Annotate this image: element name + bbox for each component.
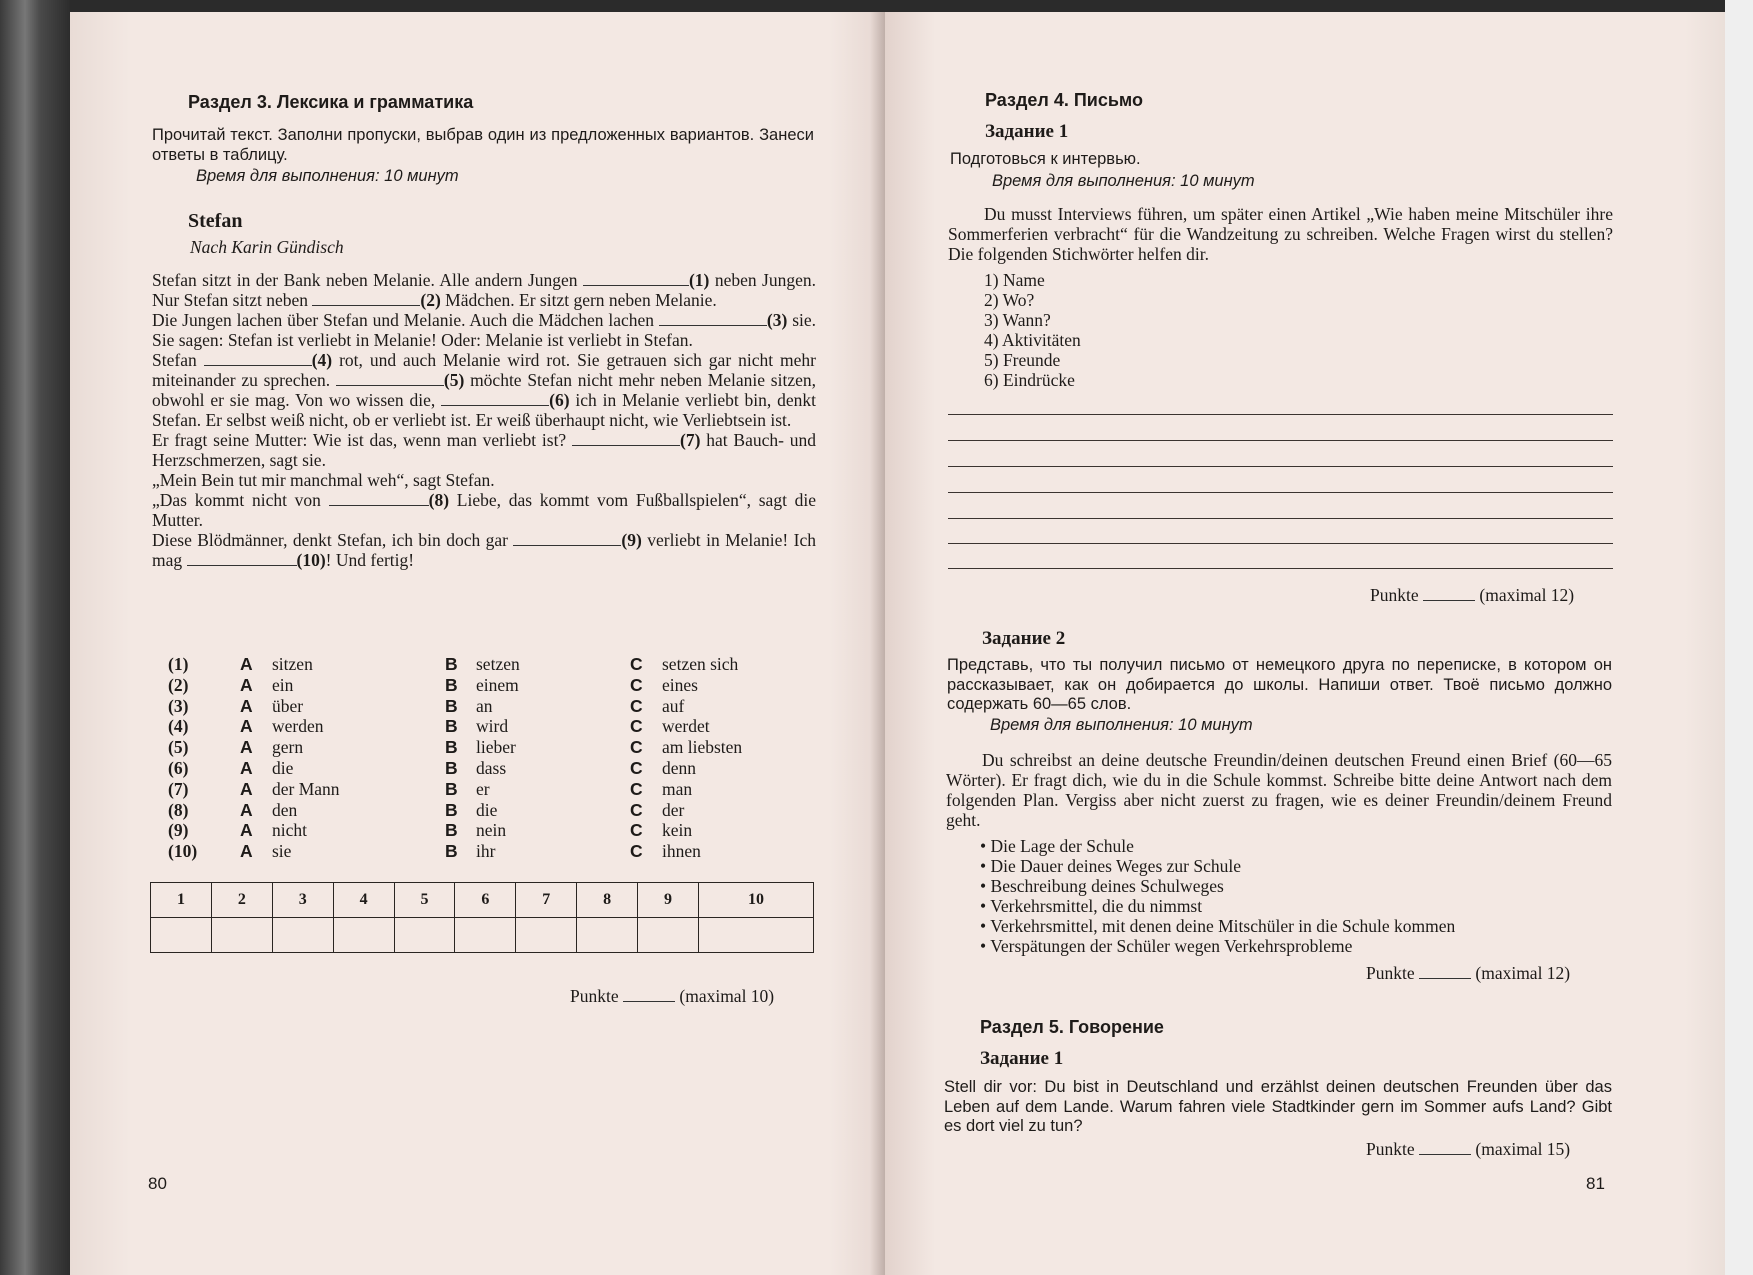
score-blank[interactable] (1419, 964, 1471, 979)
option-row (150, 696, 790, 717)
option-c: der (662, 799, 685, 820)
story-p7-c: ! Und fertig! (325, 550, 415, 570)
writing-line[interactable] (948, 414, 1613, 415)
option-letter: A (240, 654, 253, 674)
answer-table-header: 2 (211, 883, 272, 918)
plan-item: • Die Dauer deines Weges zur Schule (980, 856, 1241, 876)
option-letter: C (630, 716, 643, 737)
option-b: setzen (476, 654, 520, 674)
punkte-label: Punkte (1366, 1139, 1415, 1159)
page-number-left: 80 (148, 1174, 167, 1193)
option-a: über (272, 695, 304, 716)
option-c: eines (662, 674, 698, 695)
option-c: denn (662, 758, 697, 778)
section-3-time: Время для выполнения: 10 минут (196, 167, 459, 185)
punkte-label: Punkte (1366, 963, 1415, 983)
option-b: dass (476, 758, 507, 778)
gap-10-number: (10) (296, 550, 326, 570)
option-letter: A (240, 820, 253, 841)
option-number: (10) (168, 841, 198, 862)
section-3-score (570, 986, 774, 1006)
story-p4-b: hat Bauch- und Herzschmerzen, sagt sie. (152, 430, 817, 470)
task-3-title: Задание 1 (980, 1048, 1064, 1069)
keyword-item: 1) Name (984, 270, 1045, 290)
option-number: (3) (168, 695, 189, 716)
option-letter: B (445, 778, 458, 799)
gap-8 (329, 491, 429, 506)
section-4-title: Раздел 4. Письмо (985, 90, 1143, 110)
keyword-item: 4) Aktivitäten (984, 330, 1081, 350)
plan-item: • Beschreibung deines Schulweges (980, 876, 1224, 896)
option-letter: B (445, 654, 458, 674)
gap-1-number: (1) (688, 270, 710, 290)
option-letter: C (630, 674, 643, 695)
option-letter: B (445, 841, 458, 862)
gap-8-number: (8) (428, 490, 450, 510)
score-blank[interactable] (1419, 1140, 1471, 1155)
option-a: nicht (272, 820, 307, 841)
answer-table-header: 3 (272, 883, 333, 918)
keyword-item: 3) Wann? (984, 310, 1051, 330)
story-p7-a: Diese Blödmänner, denkt Stefan, ich bin doch gar (152, 530, 508, 550)
answer-cell[interactable] (211, 918, 272, 953)
story-p1-b: neben Jungen. Nur Stefan sitzt neben (152, 270, 817, 310)
task-2-plan (980, 836, 1455, 956)
option-a: gern (272, 737, 304, 758)
option-letter: C (630, 654, 643, 674)
option-c: man (662, 778, 693, 799)
option-number: (7) (168, 778, 189, 799)
option-a: ein (272, 674, 294, 695)
story-p1-a: Stefan sitzt in der Bank neben Melanie. Alle andern Jungen (152, 270, 578, 290)
punkte-max: (maximal 12) (1475, 963, 1571, 983)
option-number: (9) (168, 820, 189, 841)
option-letter: C (630, 778, 643, 799)
task-1-title: Задание 1 (985, 121, 1069, 142)
option-row (150, 737, 790, 758)
option-number: (5) (168, 737, 189, 758)
task-2-time: Время для выполнения: 10 минут (990, 716, 1253, 734)
task-1-keywords (984, 270, 1081, 390)
punkte-max: (maximal 10) (679, 986, 775, 1006)
task-3-score (1366, 1139, 1570, 1159)
option-a: den (272, 799, 298, 820)
option-letter: B (445, 674, 458, 695)
gap-3 (659, 311, 767, 326)
punkte-max: (maximal 15) (1475, 1139, 1571, 1159)
punkte-label: Punkte (1370, 585, 1419, 605)
gap-2-number: (2) (420, 290, 441, 310)
option-letter: C (630, 695, 643, 716)
writing-line[interactable] (948, 440, 1613, 441)
answer-table-header: 10 (698, 883, 813, 918)
section-3-title: Раздел 3. Лексика и грамматика (188, 92, 474, 112)
gap-3-number: (3) (766, 310, 788, 330)
answer-cell[interactable] (151, 918, 212, 953)
task-1-instruction: Подготовься к интервью. (950, 150, 1141, 168)
option-letter: A (240, 737, 253, 758)
score-blank[interactable] (1423, 586, 1475, 601)
story-p4-a: Er fragt seine Mutter: Wie ist das, wenn man verliebt ist? (152, 430, 567, 450)
story-p1-c: Mädchen. Er sitzt gern neben Melanie. (445, 290, 717, 310)
task-2-text: Du schreibst an deine deutsche Freundin/deinen deutschen Freund einen Brief (60—65 Wörter). Er fragt dich, wie du in die Schule kommst. Schreibe bitte deine Antwort nach dem folgenden Plan. Vergiss aber nicht zuerst zu fragen, wie es deiner Freundin/deinem Freund geht. (946, 750, 1612, 830)
scan-edge (1725, 0, 1753, 1275)
punkte-label: Punkte (570, 986, 619, 1006)
story-p3-d: ich in Melanie verliebt bin, denkt Stefan. Er selbst weiß nicht, ob er verliebt ist. Er weiß überhaupt nicht, wie Verliebtsein ist. (152, 390, 816, 430)
task-2-title: Задание 2 (982, 628, 1066, 649)
writing-line[interactable] (948, 568, 1613, 569)
answer-cell[interactable] (516, 918, 577, 953)
task-3-text: Stell dir vor: Du bist in Deutschland und erzählst deinen deutschen Freunden über das Leben auf dem Lande. Warum fahren viele Stadtkinder gern im Sommer aufs Land? Gibt es dort viel zu tun? (944, 1078, 1612, 1135)
task-1-time: Время для выполнения: 10 минут (992, 172, 1255, 190)
gap-5 (336, 371, 444, 386)
section-3-instruction: Прочитай текст. Заполни пропуски, выбрав один из предложенных вариантов. Занеси ответы в таблицу. (152, 126, 814, 164)
option-c: werdet (662, 716, 710, 737)
plan-item: • Die Lage der Schule (980, 836, 1134, 856)
story-p3-a: Stefan (152, 350, 197, 370)
keyword-item: 6) Eindrücke (984, 370, 1075, 390)
option-letter: A (240, 758, 253, 778)
answer-table-header: 1 (151, 883, 212, 918)
option-letter: B (445, 758, 458, 778)
option-letter: C (630, 758, 643, 778)
plan-item: • Verspätungen der Schüler wegen Verkehrsprobleme (980, 936, 1353, 956)
answer-table-header: 6 (455, 883, 516, 918)
option-c: auf (662, 695, 685, 716)
option-letter: B (445, 695, 458, 716)
option-letter: A (240, 778, 253, 799)
option-number: (6) (168, 758, 189, 778)
gap-9-number: (9) (621, 530, 642, 550)
option-b: wird (476, 716, 509, 737)
option-c: kein (662, 820, 693, 841)
option-row (150, 716, 790, 737)
option-number: (2) (168, 674, 189, 695)
task-1-score (1370, 585, 1574, 605)
option-c: am liebsten (662, 737, 743, 758)
option-letter: A (240, 841, 253, 862)
answer-cell[interactable] (272, 918, 333, 953)
story-p7-b: verliebt in Melanie! Ich mag (152, 530, 817, 570)
option-letter: A (240, 716, 253, 737)
option-number: (4) (168, 716, 189, 737)
option-row (150, 654, 790, 675)
answer-table (150, 882, 814, 953)
answer-cell[interactable] (698, 918, 813, 953)
option-letter: B (445, 799, 458, 820)
option-row (150, 800, 790, 821)
gap-4-number: (4) (311, 350, 333, 370)
option-letter: C (630, 820, 643, 841)
writing-line[interactable] (948, 466, 1613, 467)
gap-5-number: (5) (443, 370, 465, 390)
gap-1 (583, 271, 689, 286)
option-b: einem (476, 674, 519, 695)
task-2-instruction: Представь, что ты получил письмо от немецкого друга по переписке, в котором он рассказывает, как он добирается до школы. Напиши ответ. Твоё письмо должно содержать 60—65 слов. (947, 656, 1612, 713)
answer-cell[interactable] (333, 918, 394, 953)
option-row (150, 758, 790, 779)
story-p2-a: Die Jungen lachen über Stefan und Melanie. Auch die Mädchen lachen (152, 310, 655, 330)
gap-10 (187, 551, 297, 566)
answer-table-header: 5 (394, 883, 455, 918)
option-letter: B (445, 737, 458, 758)
option-letter: B (445, 820, 458, 841)
keyword-item: 5) Freunde (984, 350, 1061, 370)
gap-4 (204, 351, 312, 366)
keyword-item: 2) Wo? (984, 290, 1035, 310)
option-c: ihnen (662, 841, 701, 862)
option-letter: A (240, 674, 253, 695)
option-row (150, 675, 790, 696)
gap-6-number: (6) (549, 390, 570, 410)
option-letter: A (240, 799, 253, 820)
option-number: (8) (168, 799, 189, 820)
option-row (150, 841, 790, 862)
punkte-max: (maximal 12) (1479, 585, 1575, 605)
option-letter: B (445, 716, 458, 737)
story-p6-a: „Das kommt nicht von (152, 490, 321, 510)
gap-9 (513, 531, 621, 546)
option-b: nein (476, 820, 507, 841)
option-row (150, 779, 790, 800)
writing-line[interactable] (948, 492, 1613, 493)
score-blank[interactable] (623, 987, 675, 1002)
story-p3-b: rot, und auch Melanie wird rot. Sie getrauen sich gar nicht mehr miteinander zu sprechen. (152, 350, 817, 390)
option-row (150, 820, 790, 841)
option-b: an (476, 695, 493, 716)
gap-6 (441, 391, 549, 406)
writing-line[interactable] (948, 543, 1613, 544)
option-letter: C (630, 737, 643, 758)
answer-cell[interactable] (394, 918, 455, 953)
option-b: ihr (476, 841, 496, 862)
story-p5: „Mein Bein tut mir manchmal weh“, sagt Stefan. (152, 470, 495, 490)
writing-line[interactable] (948, 518, 1613, 519)
book-binding (0, 0, 70, 1275)
answer-cell[interactable] (638, 918, 699, 953)
answer-table-header: 9 (638, 883, 699, 918)
story-title: Stefan (188, 210, 243, 232)
task-2-score (1366, 963, 1570, 983)
answer-cell[interactable] (455, 918, 516, 953)
left-page (70, 12, 885, 1275)
story-p6-b: Liebe, das kommt vom Fußballspielen“, sagt die Mutter. (152, 490, 817, 530)
option-a: sie (272, 841, 292, 862)
section-5-title: Раздел 5. Говорение (980, 1017, 1164, 1037)
answer-table-header: 8 (577, 883, 638, 918)
answer-cell[interactable] (577, 918, 638, 953)
option-b: er (476, 778, 490, 799)
gap-7 (572, 431, 680, 446)
option-a: sitzen (272, 654, 313, 674)
option-c: setzen sich (662, 654, 739, 674)
page-number-right: 81 (1586, 1174, 1605, 1193)
option-a: der Mann (272, 778, 340, 799)
story-p2-b: sie. Sie sagen: Stefan ist verliebt in Melanie! Oder: Melanie ist verliebt in Stefan. (152, 310, 817, 350)
option-a: die (272, 758, 294, 778)
gap-7-number: (7) (680, 430, 701, 450)
answer-table-header: 4 (333, 883, 394, 918)
option-b: die (476, 799, 498, 820)
gap-2 (312, 291, 420, 306)
story-p3-c: möchte Stefan nicht mehr neben Melanie sitzen, obwohl er sie mag. Von wo wissen die, (152, 370, 817, 410)
option-letter: A (240, 695, 253, 716)
option-letter: C (630, 799, 643, 820)
task-1-text: Du musst Interviews führen, um später einen Artikel „Wie haben meine Mitschüler ihre Sommerferien verbracht“ für die Wandzeitung zu schreiben. Welche Fragen wirst du stellen? Die folgenden Stichwörter helfen dir. (948, 204, 1613, 264)
option-a: werden (272, 716, 324, 737)
option-letter: C (630, 841, 643, 862)
story-author: Nach Karin Gündisch (190, 237, 344, 257)
answer-table-header: 7 (516, 883, 577, 918)
plan-item: • Verkehrsmittel, die du nimmst (980, 896, 1203, 916)
story-text (152, 270, 816, 570)
option-number: (1) (168, 654, 189, 674)
plan-item: • Verkehrsmittel, mit denen deine Mitschüler in die Schule kommen (980, 916, 1456, 936)
option-b: lieber (476, 737, 516, 758)
